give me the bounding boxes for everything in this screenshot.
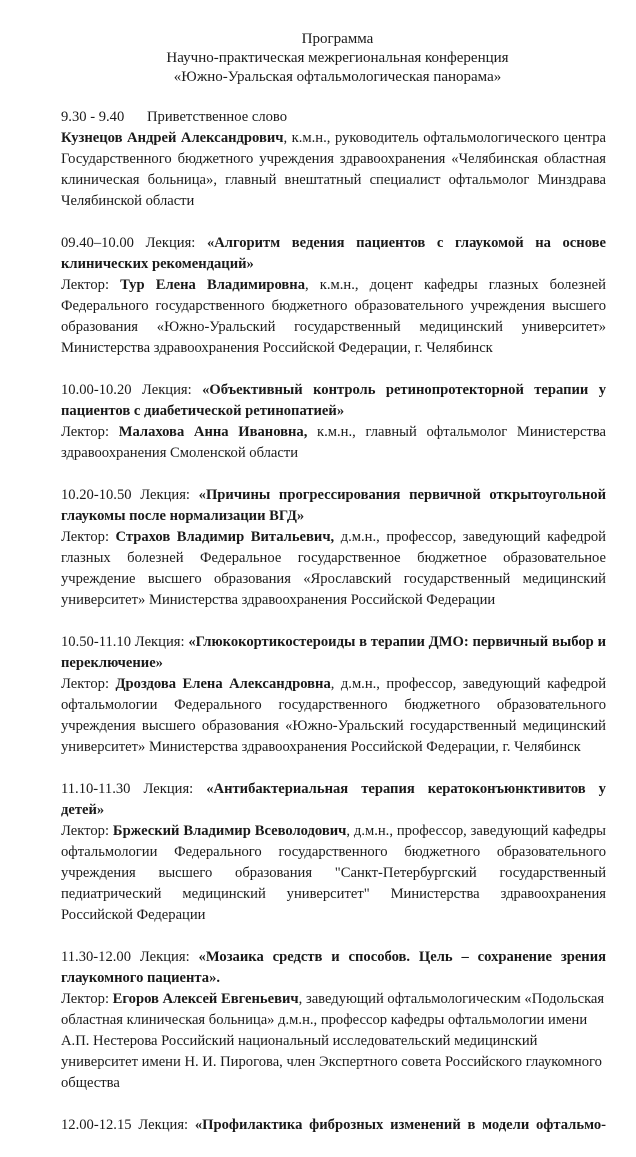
speaker-details: , заведующий офтальмологическим «Подольская областная клиническая больница» д.м.н., профессор кафедры офтальмологии имени А.П. Нестерова Российский национальный исследовательский медицинский университет имени Н. И. Пирогова, член Экспертного совета Российского глаукомного общества <box>61 991 605 1091</box>
session-time: 11.10-11.30 <box>61 781 131 797</box>
program-title: Программа <box>301 31 374 47</box>
lecture-title: «Профилактика фиброзных изменений в модели офтальмо- <box>194 1117 606 1133</box>
speaker-name: Дроздова Елена Александровна <box>115 676 331 692</box>
lecture-title: «Мозаика средств и способов. Цель – сохранение зрения глаукомного пациента». <box>61 949 607 986</box>
session-time: 09.40–10.00 <box>61 235 134 251</box>
lector-label: Лектор: <box>61 424 110 440</box>
speaker-details: д.м.н., профессор, заведующий кафедрой глазных болезней Федеральное государственное бюджетное образовательное учреждение высшего образования «Ярославский государственный медицинский университет» Министерства здравоохранения Российской Федерации <box>61 529 606 608</box>
session-title: Приветственное слово <box>147 109 287 125</box>
session-type: Лекция: <box>138 1117 189 1133</box>
session-lecture <box>61 947 606 1094</box>
lecture-title: «Причины прогрессирования первичной открытоугольной глаукомы после нормализации ВГД» <box>61 487 606 524</box>
speaker-name: Малахова Анна Ивановна, <box>118 424 308 440</box>
speaker-name: Тур Елена Владимировна <box>120 277 305 293</box>
program-header <box>61 30 606 87</box>
lector-label: Лектор: <box>61 277 110 293</box>
speaker-details: , д.м.н., профессор, заведующий кафедры офтальмологии Федерального государственного бюджетного образовательного учреждения высшего образования "Санкт-Петербургский государственный педиатрический медицинский университет" Министерства здравоохранения Российской Федерации <box>61 823 606 923</box>
session-type: Лекция: <box>140 487 190 503</box>
speaker-name: Кузнецов Андрей Александрович <box>61 130 284 146</box>
lector-label: Лектор: <box>61 676 110 692</box>
session-time: 10.00-10.20 <box>61 382 132 398</box>
lecture-title: «Алгоритм ведения пациентов с глаукомой на основе клинических рекомендаций» <box>61 235 606 272</box>
speaker-details: , к.м.н., руководитель офтальмологического центра Государственного бюджетного учреждения здравоохранения «Челябинская областная клиническая больница», главный внештатный специалист офтальмолог Минздрава Челябинской области <box>61 130 606 209</box>
speaker-details: , к.м.н., доцент кафедры глазных болезней Федерального государственного бюджетного образовательного учреждения высшего образования «Южно-Уральский государственный медицинский университет» Министерства здравоохранения Российской Федерации, г. Челябинск <box>61 277 606 356</box>
lector-label: Лектор: <box>61 529 110 545</box>
session-lecture <box>61 233 606 359</box>
speaker-name: Егоров Алексей Евгеньевич <box>112 991 299 1007</box>
speaker-name: Страхов Владимир Витальевич, <box>115 529 335 545</box>
session-type: Лекция: <box>143 781 194 797</box>
session-lecture <box>61 485 606 611</box>
session-time: 9.30 - 9.40 <box>61 109 125 125</box>
speaker-name: Бржеский Владимир Всеволодович <box>112 823 347 839</box>
session-time: 11.30-12.00 <box>61 949 131 965</box>
session-lecture <box>61 1115 606 1136</box>
session-lecture <box>61 779 606 926</box>
session-time: 10.50-11.10 <box>61 634 131 650</box>
lector-label: Лектор: <box>61 991 110 1007</box>
program-document <box>61 30 606 1157</box>
session-lecture <box>61 632 606 758</box>
conference-type: Научно-практическая межрегиональная конференция <box>166 50 509 66</box>
speaker-details: , д.м.н., профессор, заведующий кафедрой офтальмологии Федерального государственного бюджетного образовательного учреждения высшего образования «Южно-Уральский государственный медицинский университет» Министерства здравоохранения Российской Федерации, г. Челябинск <box>61 676 607 755</box>
session-time: 12.00-12.15 <box>61 1117 132 1133</box>
session-time: 10.20-10.50 <box>61 487 132 503</box>
lecture-title: «Глюкокортикостероиды в терапии ДМО: первичный выбор и переключение» <box>61 634 606 671</box>
session-type: Лекция: <box>134 634 185 650</box>
session-type: Лекция: <box>145 235 196 251</box>
session-type: Лекция: <box>139 949 190 965</box>
session-type: Лекция: <box>141 382 192 398</box>
speaker-details: к.м.н., главный офтальмолог Министерства здравоохранения Смоленской области <box>61 424 606 461</box>
session-welcome <box>61 107 606 212</box>
lector-label: Лектор: <box>61 823 110 839</box>
conference-name: «Южно-Уральская офтальмологическая панорама» <box>173 69 502 85</box>
session-lecture <box>61 380 606 464</box>
lecture-title: «Объективный контроль ретинопротекторной терапии у пациентов с диабетической ретинопатией» <box>61 382 607 419</box>
lecture-title: «Антибактериальная терапия кератоконъюнктивитов у детей» <box>61 781 606 818</box>
